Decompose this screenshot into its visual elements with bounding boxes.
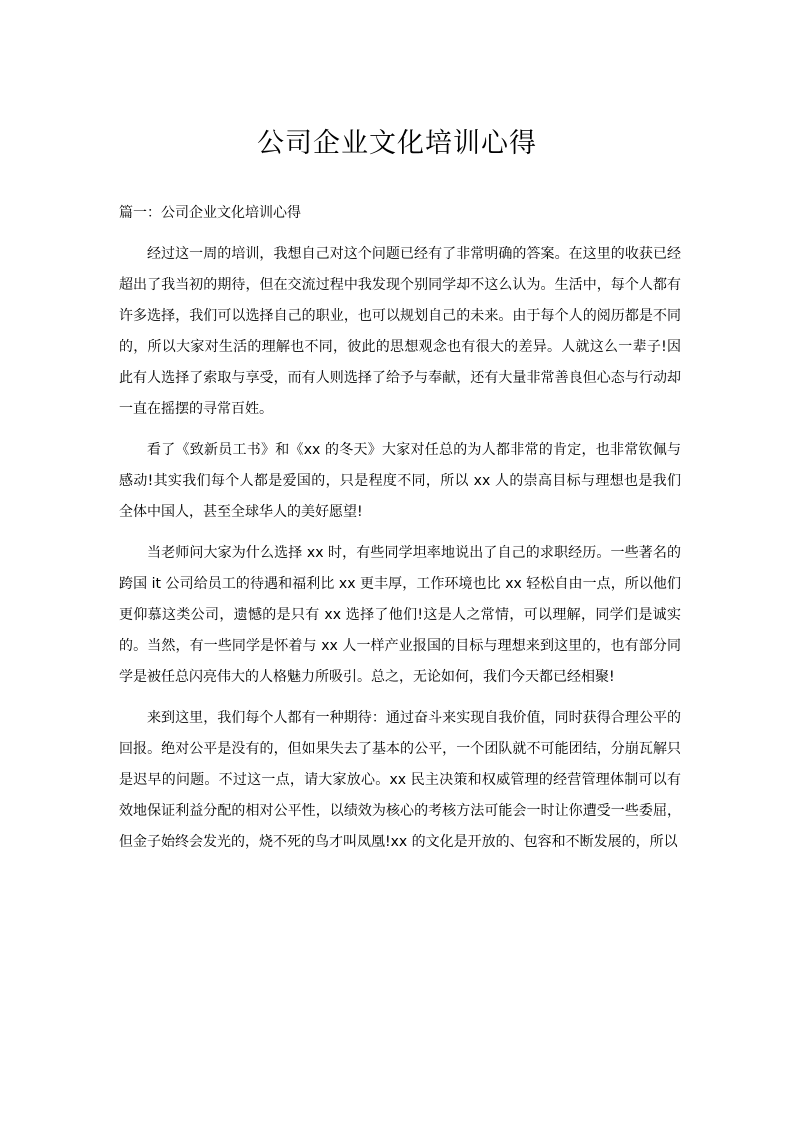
paragraph-1: 经过这一周的培训，我想自己对这个问题已经有了非常明确的答案。在这里的收获已经超出了我当初的期待，但在交流过程中我发现个别同学却不这么认为。生活中，每个人都有许多选择，我们可以选择自己的职业，也可以规划自己的未来。由于每个人的阅历都是不同的，所以大家对生活的理解也不同，彼此的思想观念也有很大的差异。人就这么一辈子!因此有人选择了索取与享受，而有人则选择了给予与奉献，还有大量非常善良但心态与行动却一直在摇摆的寻常百姓。 (119, 246, 681, 417)
section-heading: 篇一：公司企业文化培训心得 (119, 205, 301, 221)
paragraph-2: 看了《致新员工书》和《xx 的冬天》大家对任总的为人都非常的肯定，也非常钦佩与感动!其实我们每个人都是爱国的，只是程度不同，所以 xx 人的崇高目标与理想也是我们全体中国人，甚至全球华人的美好愿望! (119, 442, 681, 520)
paragraph-4: 来到这里，我们每个人都有一种期待：通过奋斗来实现自我价值，同时获得合理公平的回报。绝对公平是没有的，但如果失去了基本的公平，一个团队就不可能团结，分崩瓦解只是迟早的问题。不过这一点，请大家放心。xx 民主决策和权威管理的经营管理体制可以有效地保证利益分配的相对公平性，以绩效为核心的考核方法可能会一时让你遭受一些委屈，但金子始终会发光的，烧不死的鸟才叫凤凰!xx 的文化是开放的、包容和不断发展的，所以 (119, 710, 681, 850)
paragraph-3: 当老师问大家为什么选择 xx 时，有些同学坦率地说出了自己的求职经历。一些著名的跨国 it 公司给员工的待遇和福利比 xx 更丰厚，工作环境也比 xx 轻松自由一点，所以他们更仰慕这类公司，遗憾的是只有 xx 选择了他们!这是人之常情，可以理解，同学们是诚实的。当然，有一些同学是怀着与 xx 人一样产业报国的目标与理想来到这里的，也有部分同学是被任总闪亮伟大的人格魅力所吸引。总之，无论如何，我们今天都已经相聚! (119, 545, 681, 685)
document-body (119, 198, 681, 868)
document-title: 公司企业文化培训心得 (257, 128, 537, 159)
